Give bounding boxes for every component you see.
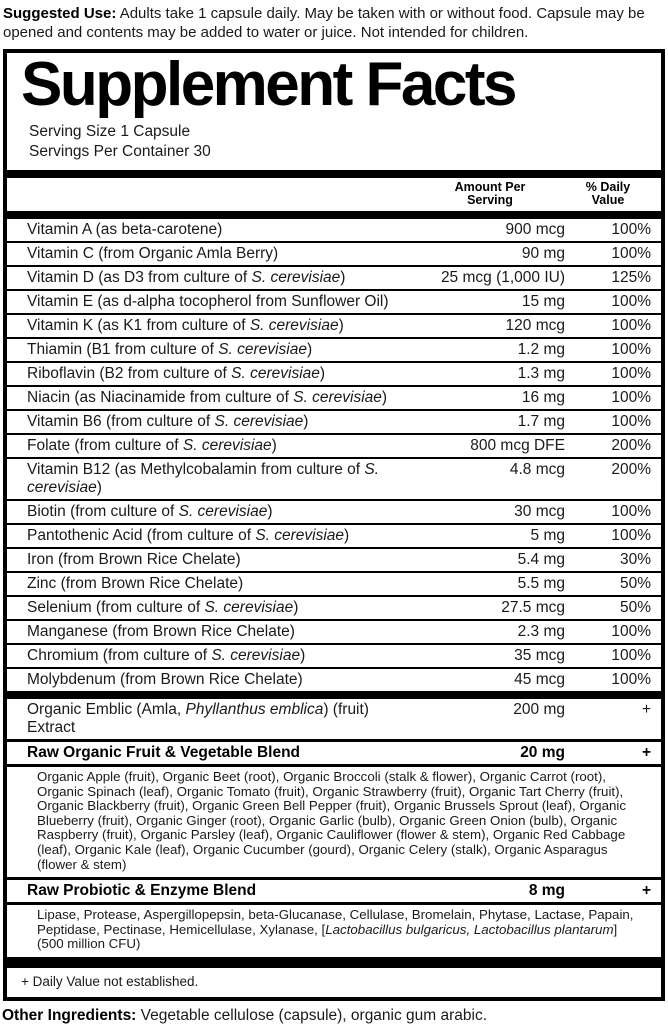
nutrient-amount: 1.7 mg <box>517 413 565 430</box>
nutrient-amount: 35 mcg <box>514 647 565 664</box>
nutrient-amount: 2.3 mg <box>517 623 565 640</box>
nutrient-amount: 16 mg <box>521 389 565 406</box>
nutrient-dv: 100% <box>611 365 651 382</box>
nutrient-row <box>7 619 661 643</box>
nutrient-amount: 15 mg <box>521 293 565 310</box>
nutrient-amount: 5 mg <box>530 527 565 544</box>
nutrient-row <box>7 643 661 667</box>
nutrient-amount: 27.5 mcg <box>501 599 565 616</box>
nutrient-dv: 50% <box>619 599 651 616</box>
nutrient-name: Folate (from culture of S. cerevisiae) <box>27 437 277 454</box>
nutrient-dv: 50% <box>619 575 651 592</box>
supplement-facts-panel <box>3 49 665 1001</box>
fruit-vegetable-blend-row <box>7 739 661 764</box>
nutrient-dv: 100% <box>611 647 651 664</box>
nutrient-amount: 45 mcg <box>514 671 565 688</box>
nutrient-amount: 5.4 mg <box>517 551 565 568</box>
servings-per-container: Servings Per Container 30 <box>29 143 211 160</box>
nutrient-row <box>7 571 661 595</box>
nutrient-dv: 100% <box>611 413 651 430</box>
nutrient-row <box>7 313 661 337</box>
suggested-use-text <box>3 4 665 42</box>
nutrient-name: Vitamin D (as D3 from culture of S. cerevisiae) <box>27 269 346 286</box>
suggested-use-prefix: Suggested Use: <box>3 5 117 22</box>
suggested-use-body: Adults take 1 capsule daily. May be taken with or without food. Capsule may be opened and contents may be added to water or juice. Not intended for children. <box>3 5 645 41</box>
blend-dv: + <box>641 882 651 900</box>
nutrient-dv: 200% <box>611 437 651 454</box>
nutrient-amount: 90 mg <box>521 245 565 262</box>
nutrient-name: Zinc (from Brown Rice Chelate) <box>27 575 244 592</box>
dv-header-line2: Value <box>591 193 625 207</box>
section-divider-bar <box>7 957 661 968</box>
nutrient-amount: 200 mg <box>513 701 565 718</box>
blend-amount: 20 mg <box>520 744 565 761</box>
amount-column-header <box>415 181 565 207</box>
nutrient-amount: 120 mcg <box>505 317 565 334</box>
dv-header-line1: % Daily <box>585 180 631 194</box>
nutrient-amount: 5.5 mg <box>517 575 565 592</box>
nutrient-row <box>7 385 661 409</box>
nutrient-dv: 100% <box>611 671 651 688</box>
nutrient-amount: 30 mcg <box>514 503 565 520</box>
nutrient-rows <box>7 219 661 691</box>
nutrient-dv: 100% <box>611 503 651 520</box>
amount-header-line1: Amount Per <box>454 180 526 194</box>
dv-footnote: + Daily Value not established. <box>21 973 199 989</box>
section-divider-bar <box>7 211 661 219</box>
nutrient-row <box>7 241 661 265</box>
nutrient-name: Chromium (from culture of S. cerevisiae) <box>27 647 306 664</box>
nutrient-row <box>7 667 661 691</box>
nutrient-name: Niacin (as Niacinamide from culture of S. cerevisiae) <box>27 389 388 406</box>
nutrient-name: Vitamin E (as d-alpha tocopherol from Sunflower Oil) <box>27 293 389 310</box>
dv-column-header <box>565 181 651 207</box>
nutrient-amount: 800 mcg DFE <box>470 437 565 454</box>
nutrient-row <box>7 547 661 571</box>
nutrient-name: Vitamin A (as beta-carotene) <box>27 221 223 238</box>
nutrient-name: Selenium (from culture of S. cerevisiae) <box>27 599 299 616</box>
nutrient-dv: 100% <box>611 527 651 544</box>
nutrient-name: Vitamin B12 (as Methylcobalamin from culture of S. cerevisiae) <box>27 461 380 496</box>
nutrient-name: Thiamin (B1 from culture of S. cerevisiae) <box>27 341 313 358</box>
probiotic-enzyme-blend-details: Lipase, Protease, Aspergillopepsin, beta-Glucanase, Cellulase, Bromelain, Phytase, Lactase, Papain, Peptidase, Pectinase, Hemicellulase, Xylanase, [Lactobacillus bulgaricus, Lactobacillus plantarum] (500 million CFU) <box>7 902 661 957</box>
nutrient-row <box>7 595 661 619</box>
nutrient-dv: 100% <box>611 623 651 640</box>
nutrient-dv: 100% <box>611 221 651 238</box>
blend-name: Raw Probiotic & Enzyme Blend <box>27 882 257 900</box>
nutrient-dv: 200% <box>611 461 651 478</box>
nutrient-name: Riboflavin (B2 from culture of S. cerevisiae) <box>27 365 326 382</box>
blend-name: Raw Organic Fruit & Vegetable Blend <box>27 744 301 761</box>
nutrient-amount: 1.3 mg <box>517 365 565 382</box>
panel-title: Supplement Facts <box>21 50 515 119</box>
nutrient-dv: 100% <box>611 293 651 310</box>
other-ingredients-body: Vegetable cellulose (capsule), organic gum arabic. <box>136 1006 488 1024</box>
nutrient-name: Manganese (from Brown Rice Chelate) <box>27 623 295 640</box>
nutrient-row <box>7 289 661 313</box>
nutrient-row <box>7 219 661 241</box>
nutrient-name: Biotin (from culture of S. cerevisiae) <box>27 503 273 520</box>
nutrient-row <box>7 457 661 499</box>
nutrient-name: Organic Emblic (Amla, Phyllanthus emblica) (fruit) Extract <box>27 701 369 736</box>
nutrient-amount: 1.2 mg <box>517 341 565 358</box>
nutrient-row <box>7 523 661 547</box>
nutrient-row <box>7 337 661 361</box>
nutrient-dv: 125% <box>611 269 651 286</box>
nutrient-row <box>7 409 661 433</box>
blend-amount: 8 mg <box>528 882 565 900</box>
fruit-vegetable-blend-details: Organic Apple (fruit), Organic Beet (root), Organic Broccoli (stalk & flower), Organic Carrot (root), Organic Spinach (leaf), Organic Tomato (fruit), Organic Strawberry (fruit), Organic Tart Cherry (fruit), Organic Blackberry (fruit), Organic Green Bell Pepper (fruit), Organic Brussels Sprout (leaf), Organic Blueberry (fruit), Organic Ginger (root), Organic Garlic (bulb), Organic Green Onion (bulb), Organic Raspberry (fruit), Organic Parsley (leaf), Organic Cauliflower (flower & stem), Organic Red Cabbage (leaf), Organic Kale (leaf), Organic Cucumber (gourd), Organic Celery (stalk), Organic Asparagus (flower & stem) <box>7 764 661 877</box>
serving-info <box>7 114 661 170</box>
nutrient-row <box>7 265 661 289</box>
nutrient-name: Molybdenum (from Brown Rice Chelate) <box>27 671 303 688</box>
nutrient-amount: 900 mcg <box>505 221 565 238</box>
nutrient-name: Vitamin K (as K1 from culture of S. cerevisiae) <box>27 317 344 334</box>
other-ingredients-text <box>2 1006 665 1025</box>
nutrient-row <box>7 361 661 385</box>
section-divider-bar <box>7 170 661 178</box>
table-header-row <box>7 178 661 211</box>
serving-size: Serving Size 1 Capsule <box>29 123 191 140</box>
nutrient-dv: 100% <box>611 317 651 334</box>
other-ingredients-prefix: Other Ingredients: <box>2 1006 137 1024</box>
nutrient-row <box>7 499 661 523</box>
probiotic-enzyme-blend-row <box>7 877 661 902</box>
nutrient-dv: + <box>641 701 651 718</box>
nutrient-name: Iron (from Brown Rice Chelate) <box>27 551 241 568</box>
emblic-extract-row <box>7 699 661 739</box>
nutrient-dv: 100% <box>611 245 651 262</box>
blend-dv: + <box>641 744 651 761</box>
nutrient-name: Vitamin B6 (from culture of S. cerevisiae) <box>27 413 309 430</box>
nutrient-name: Pantothenic Acid (from culture of S. cerevisiae) <box>27 527 350 544</box>
nutrient-row <box>7 433 661 457</box>
amount-header-line2: Serving <box>467 193 513 207</box>
nutrient-dv: 100% <box>611 389 651 406</box>
nutrient-name: Vitamin C (from Organic Amla Berry) <box>27 245 279 262</box>
nutrient-dv: 100% <box>611 341 651 358</box>
section-divider-bar <box>7 691 661 699</box>
nutrient-amount: 25 mcg (1,000 IU) <box>440 269 565 286</box>
nutrient-dv: 30% <box>619 551 651 568</box>
nutrient-amount: 4.8 mcg <box>509 461 565 478</box>
